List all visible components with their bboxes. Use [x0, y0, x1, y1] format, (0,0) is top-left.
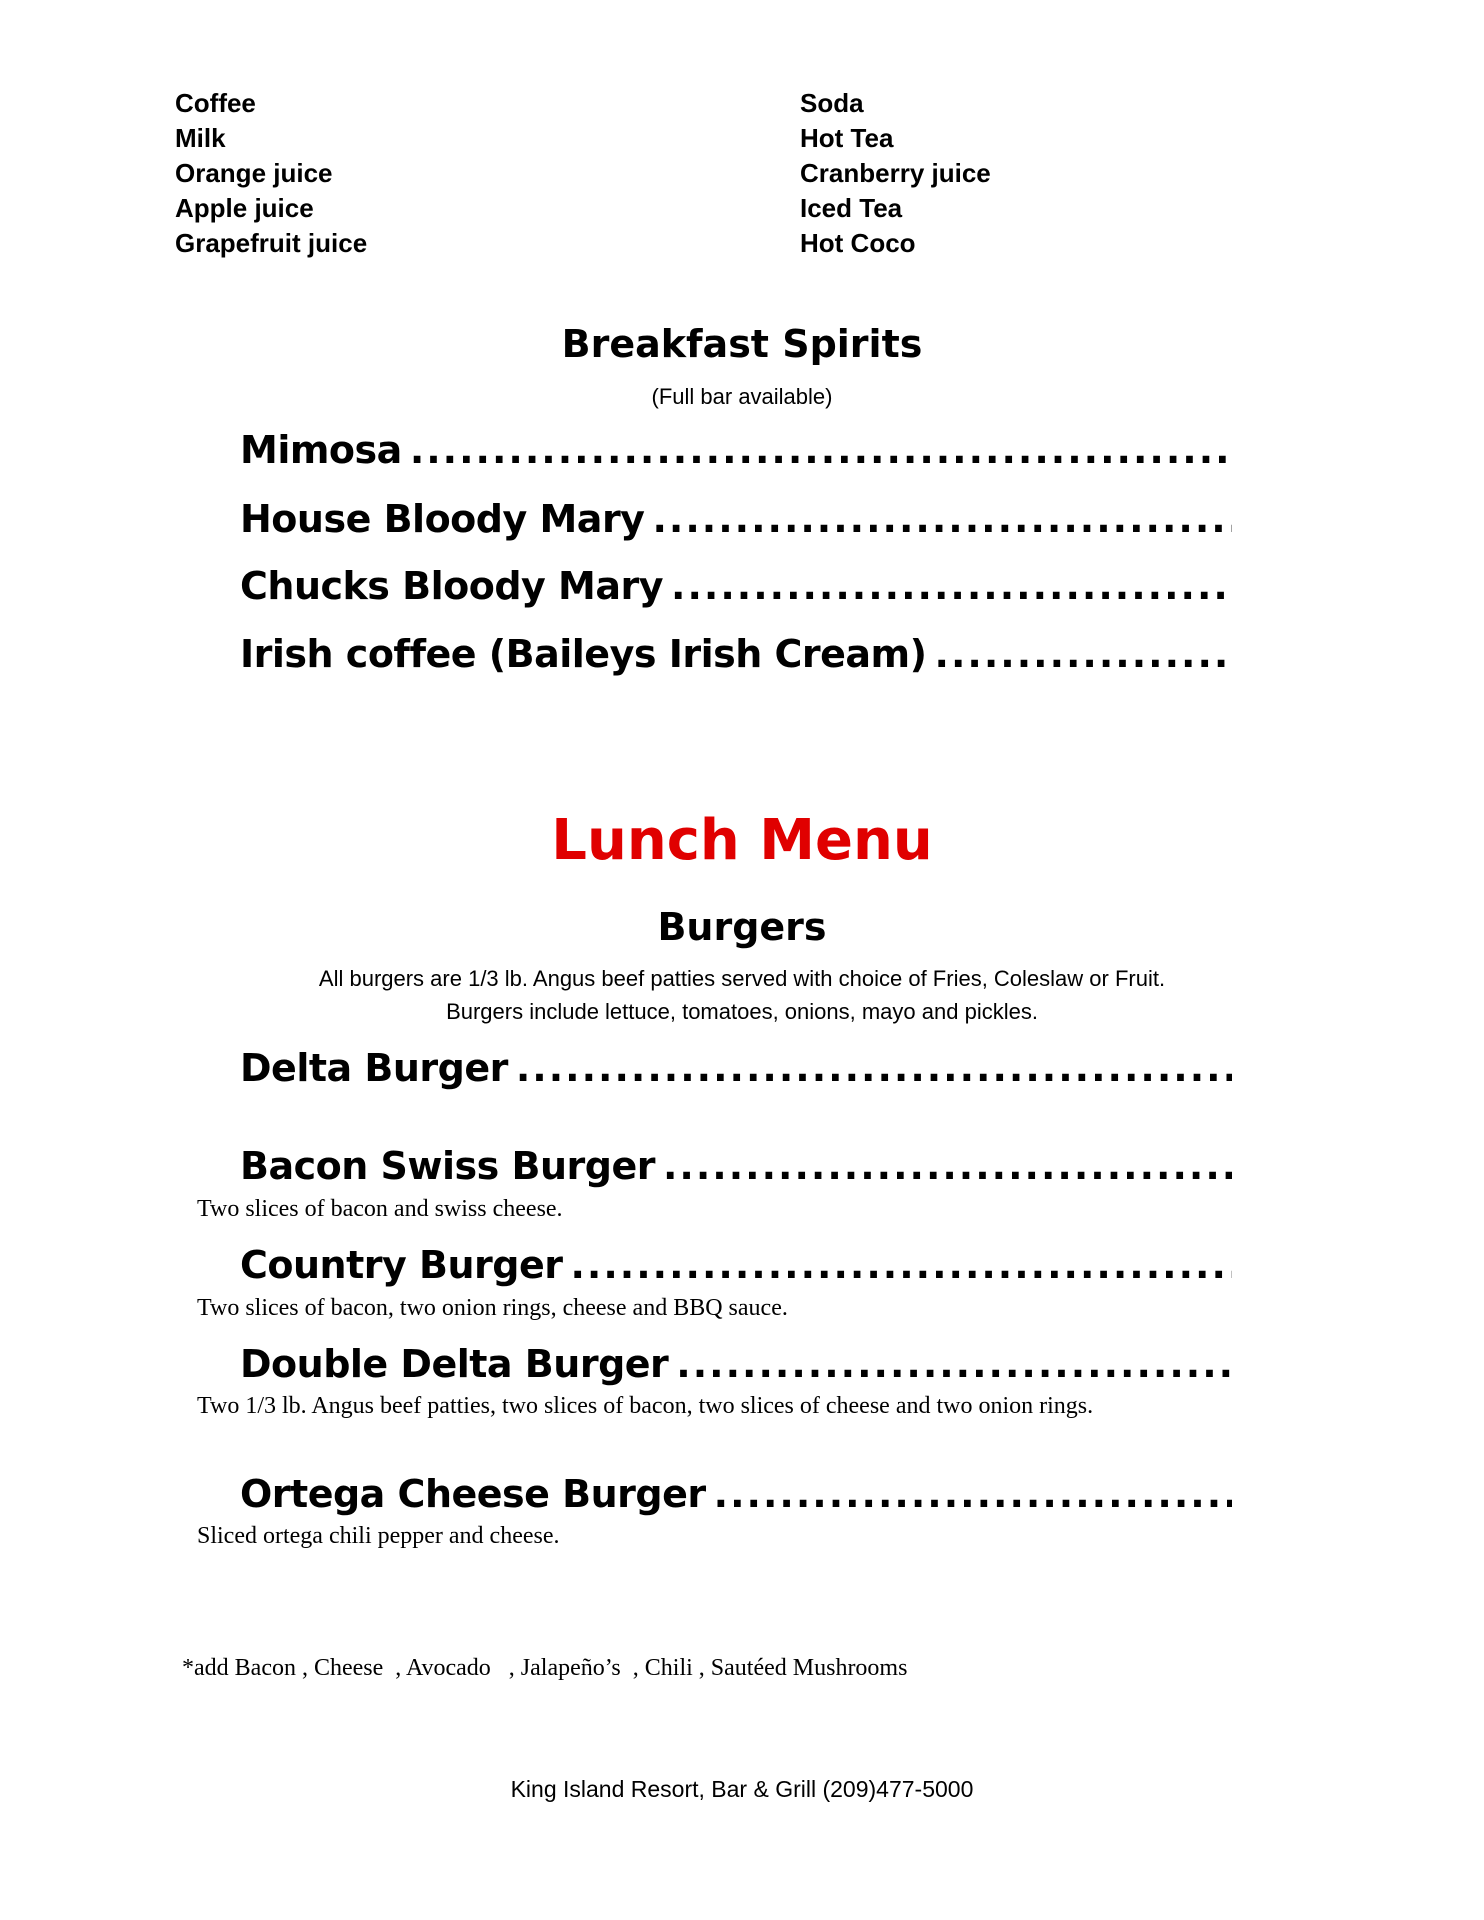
- dot-leader: [714, 1472, 1232, 1516]
- burger-name: Country Burger: [240, 1243, 563, 1287]
- spirit-item-name: Irish coffee (Baileys Irish Cream): [240, 632, 927, 676]
- spirits-heading: Breakfast Spirits: [561, 322, 923, 366]
- beverage-item: Grapefruit juice: [175, 228, 368, 258]
- burger-description: Two slices of bacon and swiss cheese.: [197, 1196, 563, 1222]
- spirit-item-name: Chucks Bloody Mary: [240, 564, 664, 608]
- spirit-item: [240, 632, 1232, 676]
- dot-leader: [671, 564, 1232, 608]
- spirit-item: [240, 497, 1232, 541]
- burger-name: Bacon Swiss Burger: [240, 1144, 655, 1188]
- beverage-item: Cranberry juice: [800, 158, 991, 188]
- dot-leader: [570, 1243, 1232, 1287]
- dot-leader: [516, 1046, 1232, 1090]
- lunch-menu-title: Lunch Menu: [551, 808, 933, 873]
- burgers-note-line1: All burgers are 1/3 lb. Angus beef patties served with choice of Fries, Coleslaw or Fruit.: [318, 966, 1166, 991]
- dot-leader: [676, 1342, 1232, 1386]
- dot-leader: [652, 497, 1232, 541]
- burger-name: Ortega Cheese Burger: [240, 1472, 706, 1516]
- burger-description: Two 1/3 lb. Angus beef patties, two slices of bacon, two slices of cheese and two onion rings.: [197, 1393, 1094, 1419]
- burger-item: [240, 1342, 1232, 1386]
- burger-description: Two slices of bacon, two onion rings, cheese and BBQ sauce.: [197, 1295, 788, 1321]
- spirit-item: [240, 428, 1232, 472]
- burger-item: [240, 1144, 1232, 1188]
- burger-item: [240, 1243, 1232, 1287]
- burgers-note-line2: Burgers include lettuce, tomatoes, onions, mayo and pickles.: [446, 999, 1038, 1024]
- footer-contact: King Island Resort, Bar & Grill (209)477-5000: [510, 1776, 974, 1802]
- beverage-item: Soda: [800, 88, 864, 118]
- beverage-item: Iced Tea: [800, 193, 903, 223]
- beverage-item: Coffee: [175, 88, 256, 118]
- beverage-item: Hot Tea: [800, 123, 894, 153]
- beverage-list-right: [800, 86, 991, 261]
- beverage-item: Apple juice: [175, 193, 314, 223]
- burger-name: Double Delta Burger: [240, 1342, 669, 1386]
- burger-name: Delta Burger: [240, 1046, 508, 1090]
- spirit-item-name: House Bloody Mary: [240, 497, 645, 541]
- burger-item: [240, 1046, 1232, 1090]
- burgers-heading: Burgers: [657, 905, 827, 949]
- burger-item: [240, 1472, 1232, 1516]
- beverage-list-left: [175, 86, 367, 261]
- dot-leader: [935, 632, 1232, 676]
- spirit-item-name: Mimosa: [240, 428, 402, 472]
- burger-addons: *add Bacon , Cheese , Avocado , Jalapeño’s , Chili , Sautéed Mushrooms: [182, 1655, 908, 1681]
- beverage-item: Orange juice: [175, 158, 333, 188]
- dot-leader: [663, 1144, 1232, 1188]
- dot-leader: [410, 428, 1232, 472]
- spirits-subtitle: (Full bar available): [651, 384, 833, 409]
- burger-description: Sliced ortega chili pepper and cheese.: [197, 1523, 560, 1549]
- beverage-item: Milk: [175, 123, 226, 153]
- spirit-item: [240, 564, 1232, 608]
- beverage-item: Hot Coco: [800, 228, 916, 258]
